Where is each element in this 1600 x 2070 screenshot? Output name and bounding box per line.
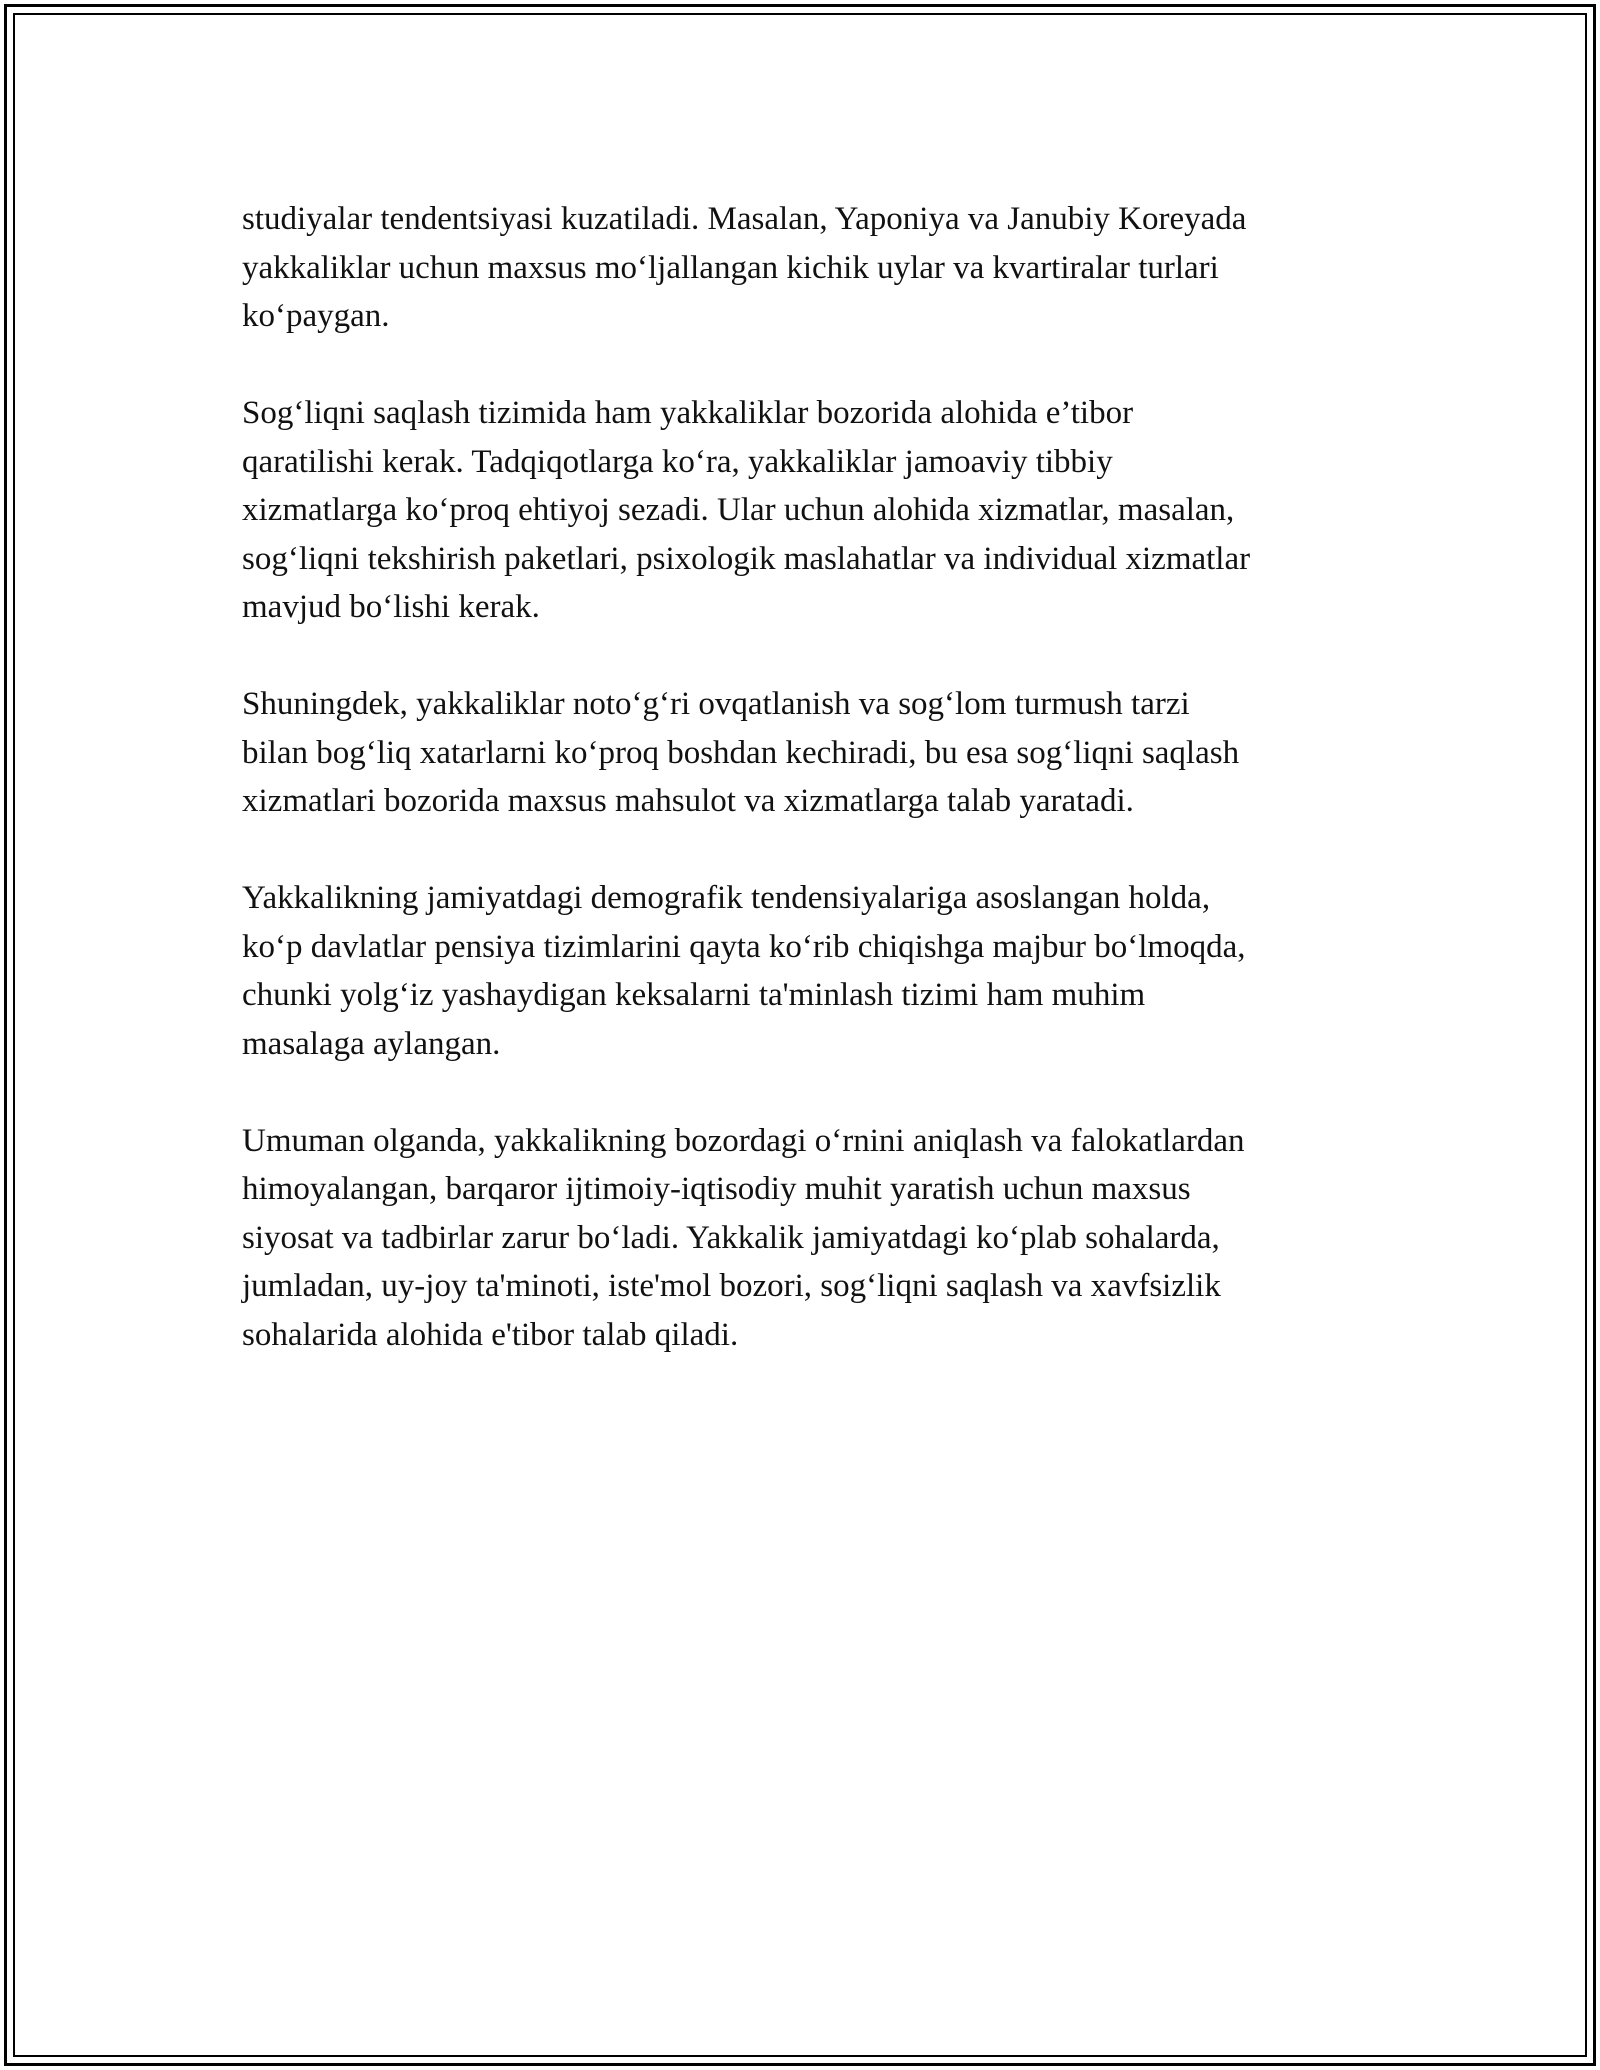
paragraph-3 (242, 680, 1382, 826)
paragraph-1 (242, 195, 1382, 341)
text-line: yakkaliklar uchun maxsus mo‘ljallangan kichik uylar va kvartiralar turlari (242, 249, 1219, 286)
text-line: mavjud bo‘lishi kerak. (242, 589, 540, 625)
text-line: siyosat va tadbirlar zarur bo‘ladi. Yakkalik jamiyatdagi ko‘plab sohalarda, (242, 1219, 1220, 1256)
text-line: Sog‘liqni saqlash tizimida ham yakkaliklar bozorida alohida e’tibor (242, 395, 1134, 431)
document-body (242, 195, 1382, 1408)
paragraph-4 (242, 874, 1382, 1068)
text-line: Shuningdek, yakkaliklar noto‘g‘ri ovqatlanish va sog‘lom turmush tarzi (242, 686, 1190, 722)
text-line: xizmatlarga ko‘proq ehtiyoj sezadi. Ular uchun alohida xizmatlar, masalan, (242, 492, 1235, 528)
text-line: ko‘paygan. (242, 298, 390, 334)
text-line: chunki yolg‘iz yashaydigan keksalarni ta'minlash tizimi ham muhim (242, 977, 1146, 1013)
paragraph-2 (242, 389, 1382, 632)
page-frame (4, 4, 1596, 2066)
text-line: qaratilishi kerak. Tadqiqotlarga ko‘ra, yakkaliklar jamoaviy tibbiy (242, 443, 1113, 480)
text-line: Umuman olganda, yakkalikning bozordagi o‘rnini aniqlash va falokatlardan (242, 1122, 1245, 1159)
text-line: sog‘liqni tekshirish paketlari, psixologik maslahatlar va individual xizmatlar (242, 540, 1251, 577)
text-line: jumladan, uy-joy ta'minoti, iste'mol bozori, sog‘liqni saqlash va xavfsizlik (242, 1268, 1221, 1304)
text-line: studiyalar tendentsiyasi kuzatiladi. Masalan, Yaponiya va Janubiy Koreyada (242, 201, 1247, 237)
text-line: xizmatlari bozorida maxsus mahsulot va xizmatlarga talab yaratadi. (242, 783, 1134, 819)
text-line: Yakkalikning jamiyatdagi demografik tendensiyalariga asoslangan holda, (242, 880, 1211, 916)
paragraph-5 (242, 1117, 1382, 1360)
text-line: sohalarida alohida e'tibor talab qiladi. (242, 1316, 739, 1353)
text-line: bilan bog‘liq xatarlarni ko‘proq boshdan kechiradi, bu esa sog‘liqni saqlash (242, 734, 1240, 771)
text-line: masalaga aylangan. (242, 1025, 501, 1062)
text-line: ko‘p davlatlar pensiya tizimlarini qayta ko‘rib chiqishga majbur bo‘lmoqda, (242, 928, 1246, 965)
text-line: himoyalangan, barqaror ijtimoiy-iqtisodiy muhit yaratish uchun maxsus (242, 1171, 1191, 1207)
